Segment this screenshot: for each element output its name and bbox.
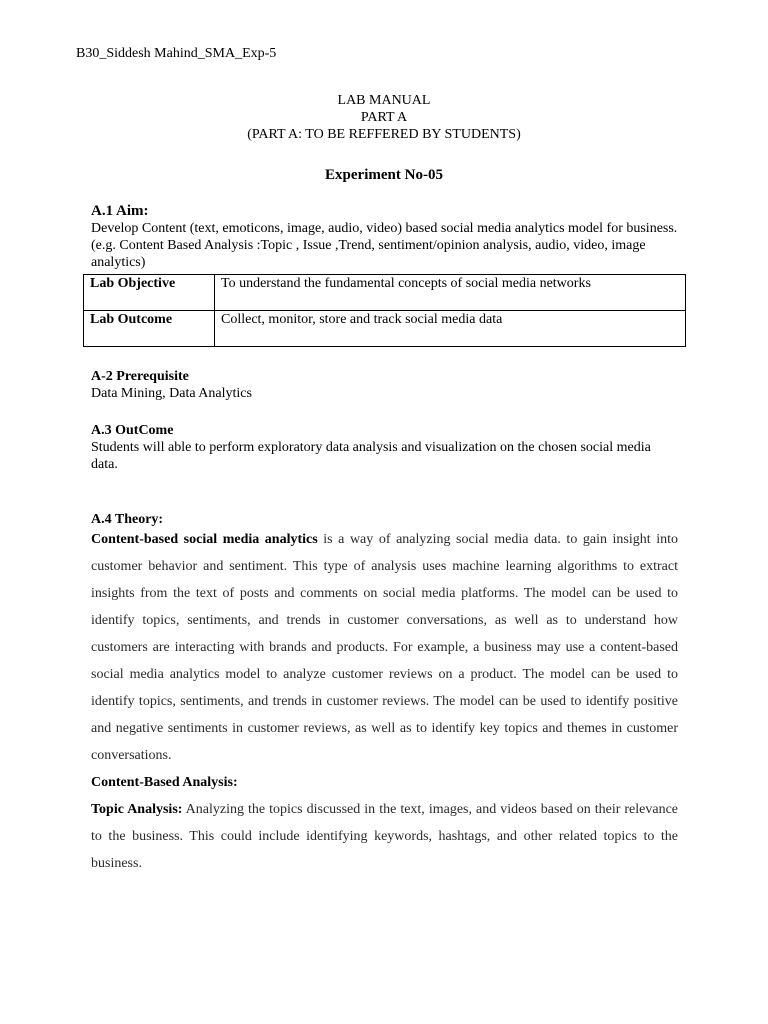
outcome-section [91,422,681,473]
table-row [84,275,686,311]
lab-objective-label: Lab Objective [84,275,215,311]
aim-text: Develop Content (text, emoticons, image, audio, video) based social media analytics model for business. (e.g. Content Based Analysis :Topic , Issue ,Trend, sentiment/opinion analysis, audio, video, image analytics) [91,221,678,270]
title-lab-manual: LAB MANUAL [337,93,431,108]
topic-analysis-paragraph [91,796,678,877]
aim-section [91,203,681,271]
outcome-text: Students will able to perform exploratory data analysis and visualization on the chosen social media data. [91,440,651,472]
content-based-analysis-heading: Content-Based Analysis: [91,775,238,790]
lab-table [83,274,686,347]
title-part: PART A [360,110,408,125]
topic-analysis-text: Analyzing the topics discussed in the text, images, and videos based on their relevance to the business. This could include identifying keywords, hashtags, and other related topics to the business. [91,802,679,871]
theory-body [91,526,678,877]
lab-objective-value: To understand the fundamental concepts of social media networks [215,275,686,311]
lab-outcome-label: Lab Outcome [84,311,215,347]
topic-analysis-bold: Topic Analysis: [91,802,183,817]
prerequisite-heading: A-2 Prerequisite [91,369,189,384]
prerequisite-text: Data Mining, Data Analytics [91,386,252,401]
theory-paragraph-text: is a way of analyzing social media data. to gain insight into customer behavior and sentiment. This type of analysis uses machine learning algorithms to extract insights from the text of posts and comments on social media platforms. The model can be used to identify topics, sentiments, and trends in customer conversations, as well as to understand how customers are interacting with brands and products. For example, a business may use a content-based social media analytics model to analyze customer reviews on a product. The model can be used to identify topics, sentiments, and trends in customer reviews. The model can be used to identify positive and negative sentiments in customer reviews, as well as to identify key topics and themes in customer conversations. [91,532,679,763]
prerequisite-section [91,368,681,402]
theory-lead-bold: Content-based social media analytics [91,532,318,547]
outcome-heading: A.3 OutCome [91,423,174,438]
experiment-number: Experiment No-05 [325,167,443,183]
document-header: B30_Siddesh Mahind_SMA_Exp-5 [76,46,277,61]
theory-heading: A.4 Theory: [91,512,164,527]
aim-heading: A.1 Aim: [91,203,149,219]
theory-paragraph [91,526,678,769]
table-row [84,311,686,347]
lab-outcome-value: Collect, monitor, store and track social media data [215,311,686,347]
title-subtitle: (PART A: TO BE REFFERED BY STUDENTS) [247,127,521,142]
